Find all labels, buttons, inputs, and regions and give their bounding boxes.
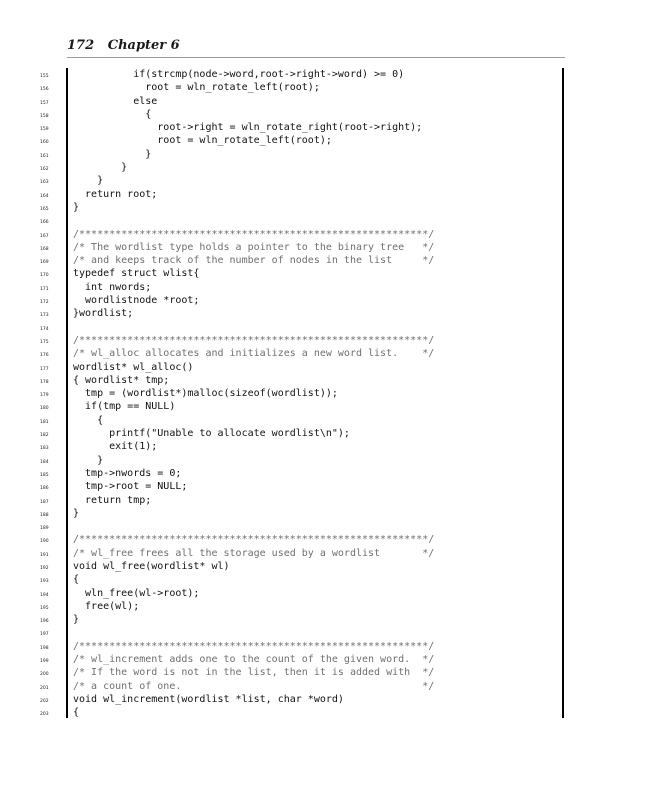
code-text: { wordlist* tmp; <box>73 374 170 386</box>
code-comment: /**********************************************************/ <box>73 228 435 240</box>
code-line <box>0 321 649 334</box>
line-number: 195 <box>40 605 49 611</box>
chapter-title: Chapter 6 <box>107 38 180 53</box>
code-line <box>0 108 649 121</box>
code-line <box>0 174 649 187</box>
line-number: 161 <box>40 153 49 159</box>
code-text: } <box>73 175 104 187</box>
line-number: 169 <box>40 260 49 266</box>
code-line <box>0 494 649 507</box>
code-text: void wl_free(wordlist* wl) <box>73 560 230 572</box>
code-line <box>0 414 649 427</box>
line-number: 176 <box>40 353 49 359</box>
code-line <box>0 121 649 134</box>
line-number: 156 <box>40 87 49 93</box>
code-comment: /* and keeps track of the number of nodes in the list */ <box>73 255 435 267</box>
code-line <box>0 214 649 227</box>
line-number: 162 <box>40 167 49 173</box>
code-line <box>0 254 649 267</box>
line-number: 164 <box>40 193 49 199</box>
code-comment: /* wl_free frees all the storage used by a wordlist */ <box>73 547 435 559</box>
page-header <box>67 38 180 53</box>
code-text: { <box>73 108 152 120</box>
code-text: tmp = (wordlist*)malloc(sizeof(wordlist)); <box>73 388 338 400</box>
code-line <box>0 148 649 161</box>
line-number: 193 <box>40 579 49 585</box>
code-line <box>0 533 649 546</box>
code-line <box>0 307 649 320</box>
code-text: } <box>73 507 80 519</box>
code-line <box>0 334 649 347</box>
code-text: typedef struct wlist{ <box>73 268 200 280</box>
code-line <box>0 361 649 374</box>
line-number: 163 <box>40 180 49 186</box>
line-number: 180 <box>40 406 49 412</box>
line-number: 179 <box>40 393 49 399</box>
code-text: } <box>73 201 80 213</box>
line-number: 190 <box>40 539 49 545</box>
line-number: 183 <box>40 446 49 452</box>
code-line <box>0 228 649 241</box>
line-number: 173 <box>40 313 49 319</box>
line-number: 181 <box>40 419 49 425</box>
header-rule <box>67 57 565 58</box>
code-line <box>0 680 649 693</box>
code-text: wordlist* wl_alloc() <box>73 361 194 373</box>
code-line <box>0 467 649 480</box>
line-number: 196 <box>40 619 49 625</box>
code-line <box>0 374 649 387</box>
code-text: root = wln_rotate_left(root); <box>73 135 332 147</box>
line-number: 188 <box>40 512 49 518</box>
code-line <box>0 241 649 254</box>
code-comment: /**********************************************************/ <box>73 334 435 346</box>
line-number: 171 <box>40 286 49 292</box>
code-text: root = wln_rotate_left(root); <box>73 82 320 94</box>
page-number: 172 <box>67 38 95 53</box>
code-line <box>0 560 649 573</box>
code-text: tmp->root = NULL; <box>73 481 188 493</box>
code-text: exit(1); <box>73 441 158 453</box>
code-line <box>0 653 649 666</box>
code-line <box>0 201 649 214</box>
code-line <box>0 347 649 360</box>
code-line <box>0 427 649 440</box>
line-number: 198 <box>40 645 49 651</box>
line-number: 184 <box>40 459 49 465</box>
code-line <box>0 161 649 174</box>
code-line <box>0 81 649 94</box>
code-text: wordlistnode *root; <box>73 295 200 307</box>
line-number: 185 <box>40 472 49 478</box>
code-line <box>0 267 649 280</box>
line-number: 178 <box>40 379 49 385</box>
code-text: } <box>73 148 152 160</box>
line-number: 197 <box>40 632 49 638</box>
code-line <box>0 281 649 294</box>
line-number: 166 <box>40 220 49 226</box>
line-number: 167 <box>40 233 49 239</box>
code-line <box>0 626 649 639</box>
code-text: tmp->nwords = 0; <box>73 467 182 479</box>
code-comment: /**********************************************************/ <box>73 534 435 546</box>
code-text: return root; <box>73 188 158 200</box>
line-number: 159 <box>40 127 49 133</box>
code-line <box>0 666 649 679</box>
code-line <box>0 520 649 533</box>
line-number: 199 <box>40 659 49 665</box>
code-line <box>0 706 649 719</box>
line-number: 191 <box>40 552 49 558</box>
code-text: printf("Unable to allocate wordlist\n"); <box>73 428 350 440</box>
code-line <box>0 613 649 626</box>
code-line <box>0 294 649 307</box>
code-comment: /* If the word is not in the list, then it is added with */ <box>73 667 435 679</box>
code-text: }wordlist; <box>73 308 134 320</box>
line-number: 155 <box>40 74 49 79</box>
code-line <box>0 480 649 493</box>
code-line <box>0 640 649 653</box>
line-number: 165 <box>40 206 49 212</box>
line-number: 203 <box>40 712 49 718</box>
code-comment: /* The wordlist type holds a pointer to the binary tree */ <box>73 241 435 253</box>
code-comment: /* wl_increment adds one to the count of the given word. */ <box>73 654 435 666</box>
code-comment: /* wl_alloc allocates and initializes a new word list. */ <box>73 348 435 360</box>
line-number: 200 <box>40 672 49 678</box>
code-text: root->right = wln_rotate_right(root->right); <box>73 122 423 134</box>
line-number: 182 <box>40 433 49 439</box>
line-number: 168 <box>40 246 49 252</box>
code-text: } <box>73 454 104 466</box>
code-line <box>0 134 649 147</box>
code-line <box>0 440 649 453</box>
code-line <box>0 95 649 108</box>
line-number: 189 <box>40 526 49 532</box>
code-comment: /**********************************************************/ <box>73 640 435 652</box>
code-line <box>0 547 649 560</box>
code-text: { <box>73 414 104 426</box>
line-number: 192 <box>40 565 49 571</box>
line-number: 202 <box>40 698 49 704</box>
code-text: int nwords; <box>73 281 152 293</box>
line-number: 170 <box>40 273 49 279</box>
code-text: { <box>73 707 80 719</box>
code-line <box>0 387 649 400</box>
code-line <box>0 693 649 706</box>
line-number: 177 <box>40 366 49 372</box>
line-number: 187 <box>40 499 49 505</box>
line-number: 174 <box>40 326 49 332</box>
line-number: 158 <box>40 113 49 119</box>
code-line <box>0 587 649 600</box>
code-text: if(tmp == NULL) <box>73 401 176 413</box>
code-line <box>0 68 649 81</box>
code-text: else <box>73 95 158 107</box>
code-text: } <box>73 614 80 626</box>
code-text: } <box>73 162 128 174</box>
code-comment: /* a count of one. */ <box>73 680 435 692</box>
code-listing <box>0 68 649 720</box>
line-number: 175 <box>40 339 49 345</box>
line-number: 157 <box>40 100 49 106</box>
line-number: 186 <box>40 486 49 492</box>
line-number: 201 <box>40 685 49 691</box>
code-line <box>0 454 649 467</box>
code-text: { <box>73 574 80 586</box>
code-text: free(wl); <box>73 600 140 612</box>
code-text: void wl_increment(wordlist *list, char *word) <box>73 693 344 705</box>
code-line <box>0 600 649 613</box>
code-text: return tmp; <box>73 494 152 506</box>
line-number: 172 <box>40 300 49 306</box>
code-line <box>0 188 649 201</box>
code-line <box>0 400 649 413</box>
line-number: 160 <box>40 140 49 146</box>
code-text: if(strcmp(node->word,root->right->word) >= 0) <box>73 69 405 80</box>
code-line <box>0 507 649 520</box>
line-number: 194 <box>40 592 49 598</box>
code-text: wln_free(wl->root); <box>73 587 200 599</box>
code-line <box>0 573 649 586</box>
